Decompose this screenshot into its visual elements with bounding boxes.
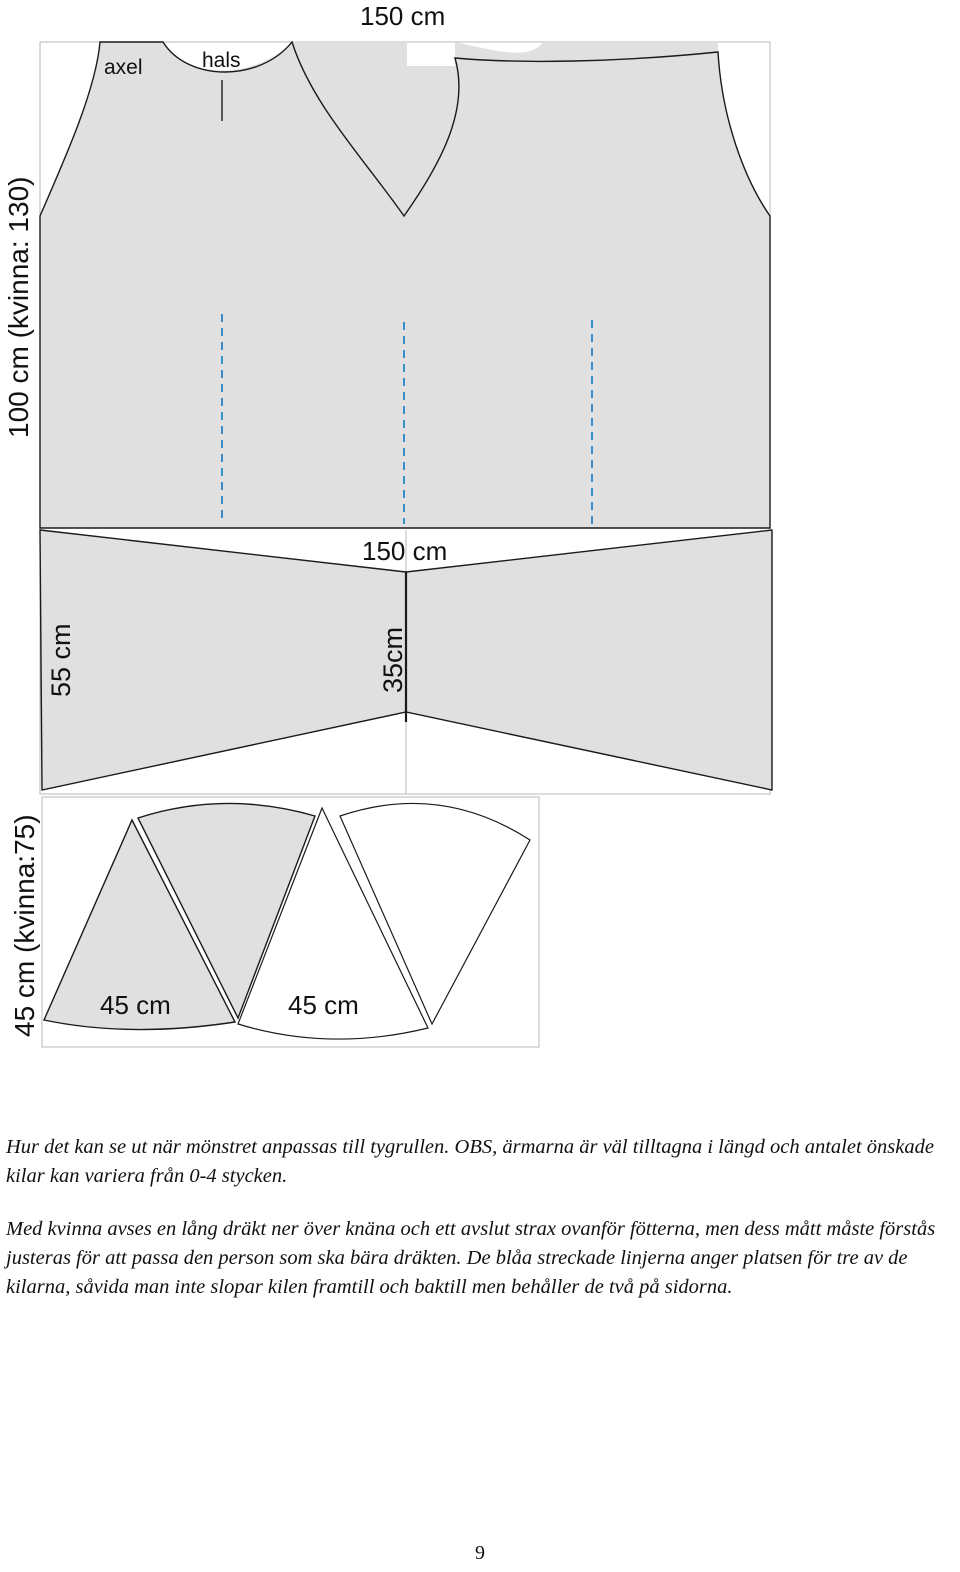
gusset-right-label: 45 cm [288, 990, 359, 1020]
gusset-left-label: 45 cm [100, 990, 171, 1020]
skirt-width-label: 150 cm [362, 536, 448, 566]
body-height-label: 100 cm (kvinna: 130) [3, 176, 34, 438]
caption-paragraph-1: Hur det kan se ut när mönstret anpassas till tygrullen. OBS, ärmarna är väl tilltagna i längd och antalet önskade kilar kan variera från 0-4 stycken. [6, 1136, 934, 1187]
sleeve-length-label: 45 cm (kvinna:75) [9, 814, 40, 1037]
skirt-center-height-label: 35cm [378, 626, 408, 693]
top-width-label: 150 cm [360, 1, 446, 31]
skirt-side-height-label: 55 cm [46, 623, 76, 697]
page-number: 9 [475, 1542, 485, 1564]
shoulder-label: axel [104, 56, 143, 79]
caption-paragraph-2: Med kvinna avses en lång dräkt ner över knäna och ett avslut strax ovanför fötterna, men dess mått måste förstås justeras för att passa den person som ska bära dräkten. De blåa streckade linjerna anger platsen för tre av de kilarna, såvida man inte slopar kilen framtill och baktill men behåller de två på sidorna. [6, 1218, 936, 1298]
neck-label: hals [202, 49, 241, 72]
